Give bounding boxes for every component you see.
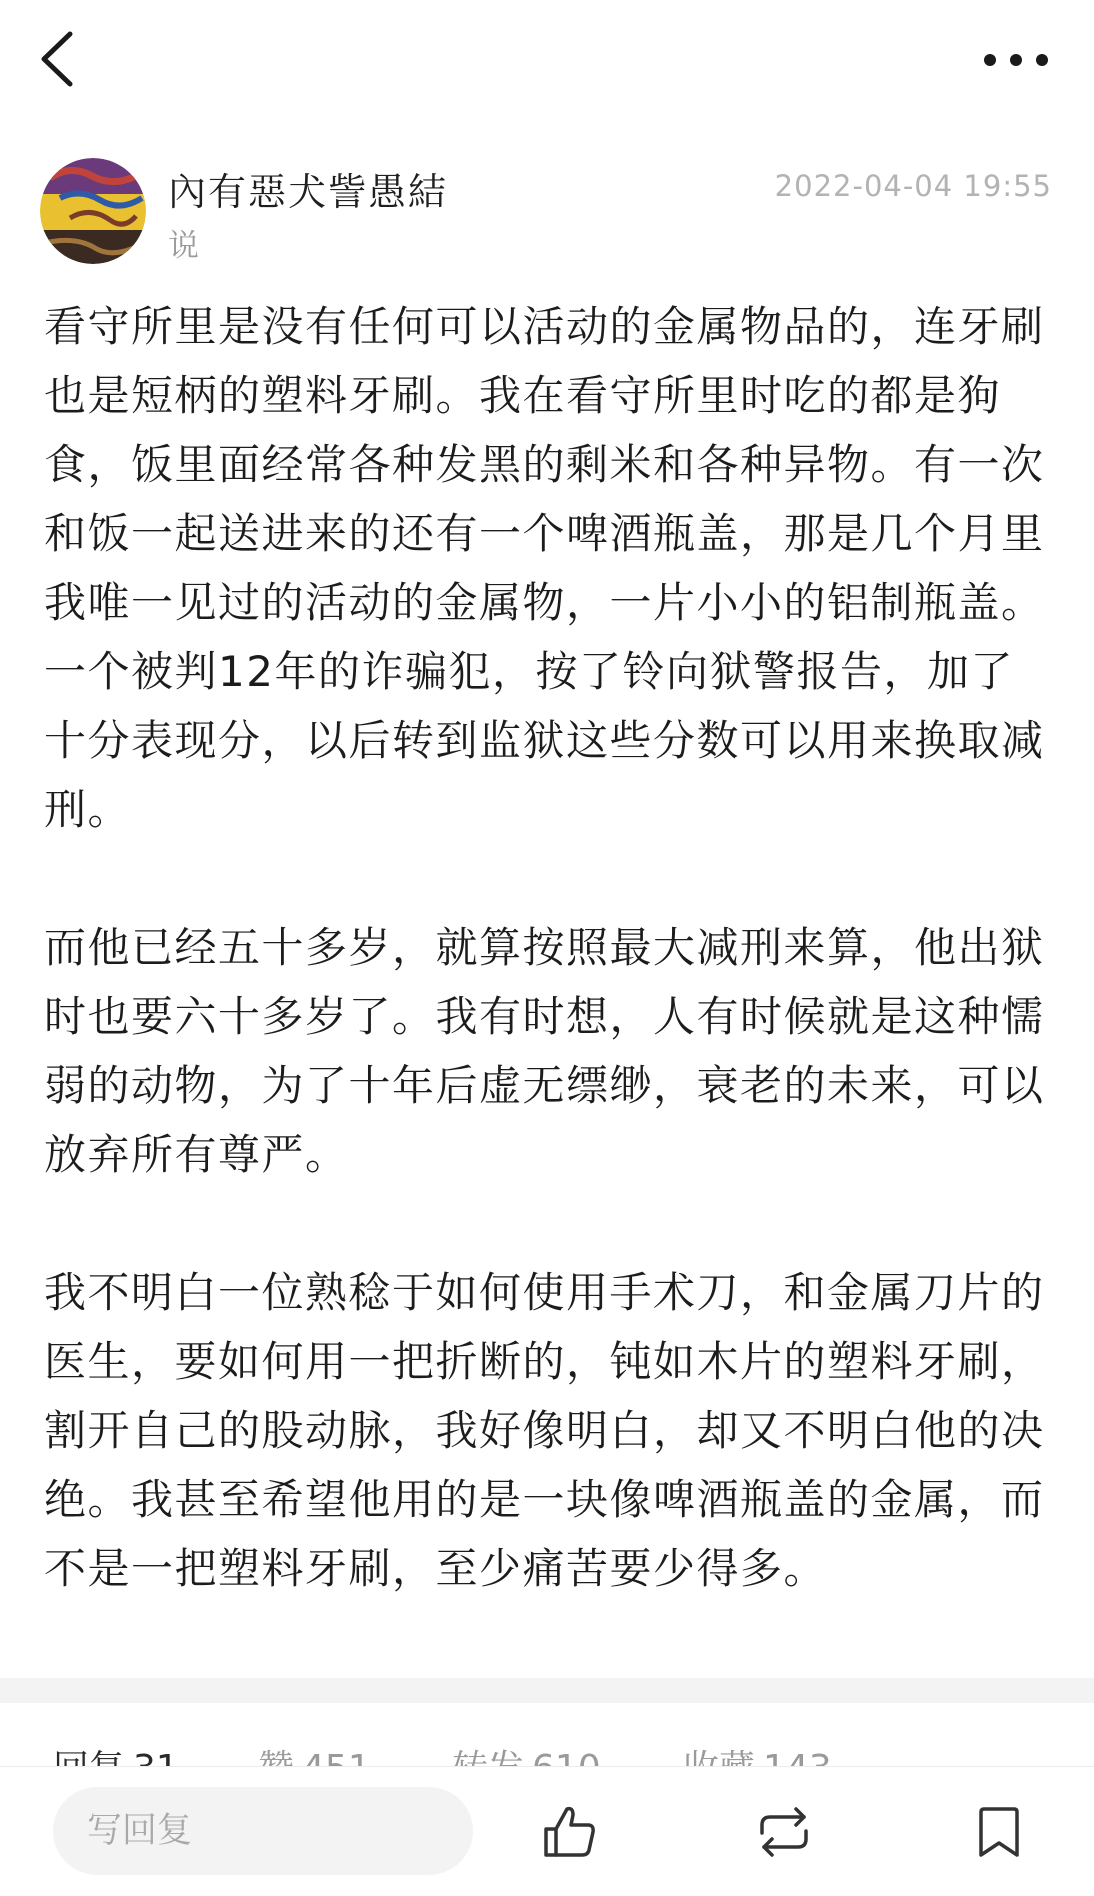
bookmark-icon[interactable] bbox=[976, 1803, 1022, 1861]
post-paragraph: 而他已经五十多岁，就算按照最大减刑来算，他出狱时也要六十多岁了。我有时想，人有时候就是这种懦弱的动物，为了十年后虚无缥缈，衰老的未来，可以放弃所有尊严。 bbox=[44, 923, 1045, 1179]
post-author-header bbox=[0, 155, 1094, 265]
back-chevron-icon[interactable] bbox=[36, 28, 80, 90]
section-divider bbox=[0, 1678, 1094, 1703]
thumbs-up-icon[interactable] bbox=[540, 1803, 598, 1861]
author-avatar[interactable] bbox=[40, 158, 146, 264]
author-name[interactable]: 內有惡犬訾愚結 bbox=[168, 170, 449, 214]
post-timestamp: 2022-04-04 19:55 bbox=[774, 169, 1052, 203]
more-options-icon[interactable] bbox=[980, 38, 1052, 82]
repost-arrows-icon[interactable] bbox=[752, 1803, 816, 1861]
reply-input[interactable] bbox=[53, 1787, 473, 1875]
post-content bbox=[44, 292, 1054, 1672]
post-paragraph: 看守所里是没有任何可以活动的金属物品的，连牙刷也是短柄的塑料牙刷。我在看守所里时吃的都是狗食，饭里面经常各种发黑的剩米和各种异物。有一次和饭一起送进来的还有一个啤酒瓶盖，那是几个月里我唯一见过的活动的金属物，一片小小的铝制瓶盖。一个被判12年的诈骗犯，按了铃向狱警报告，加了十分表现分，以后转到监狱这些分数可以用来换取减刑。 bbox=[44, 302, 1045, 834]
post-paragraph: 我不明白一位熟稔于如何使用手术刀，和金属刀片的医生，要如何用一把折断的，钝如木片的塑料牙刷，割开自己的股动脉，我好像明白，却又不明白他的决绝。我甚至希望他用的是一块像啤酒瓶盖的金属，而不是一把塑料牙刷，至少痛苦要少得多。 bbox=[44, 1268, 1045, 1593]
author-action-label: 说 bbox=[168, 228, 199, 264]
bottom-action-bar bbox=[0, 1766, 1094, 1896]
top-nav-bar bbox=[0, 0, 1094, 120]
